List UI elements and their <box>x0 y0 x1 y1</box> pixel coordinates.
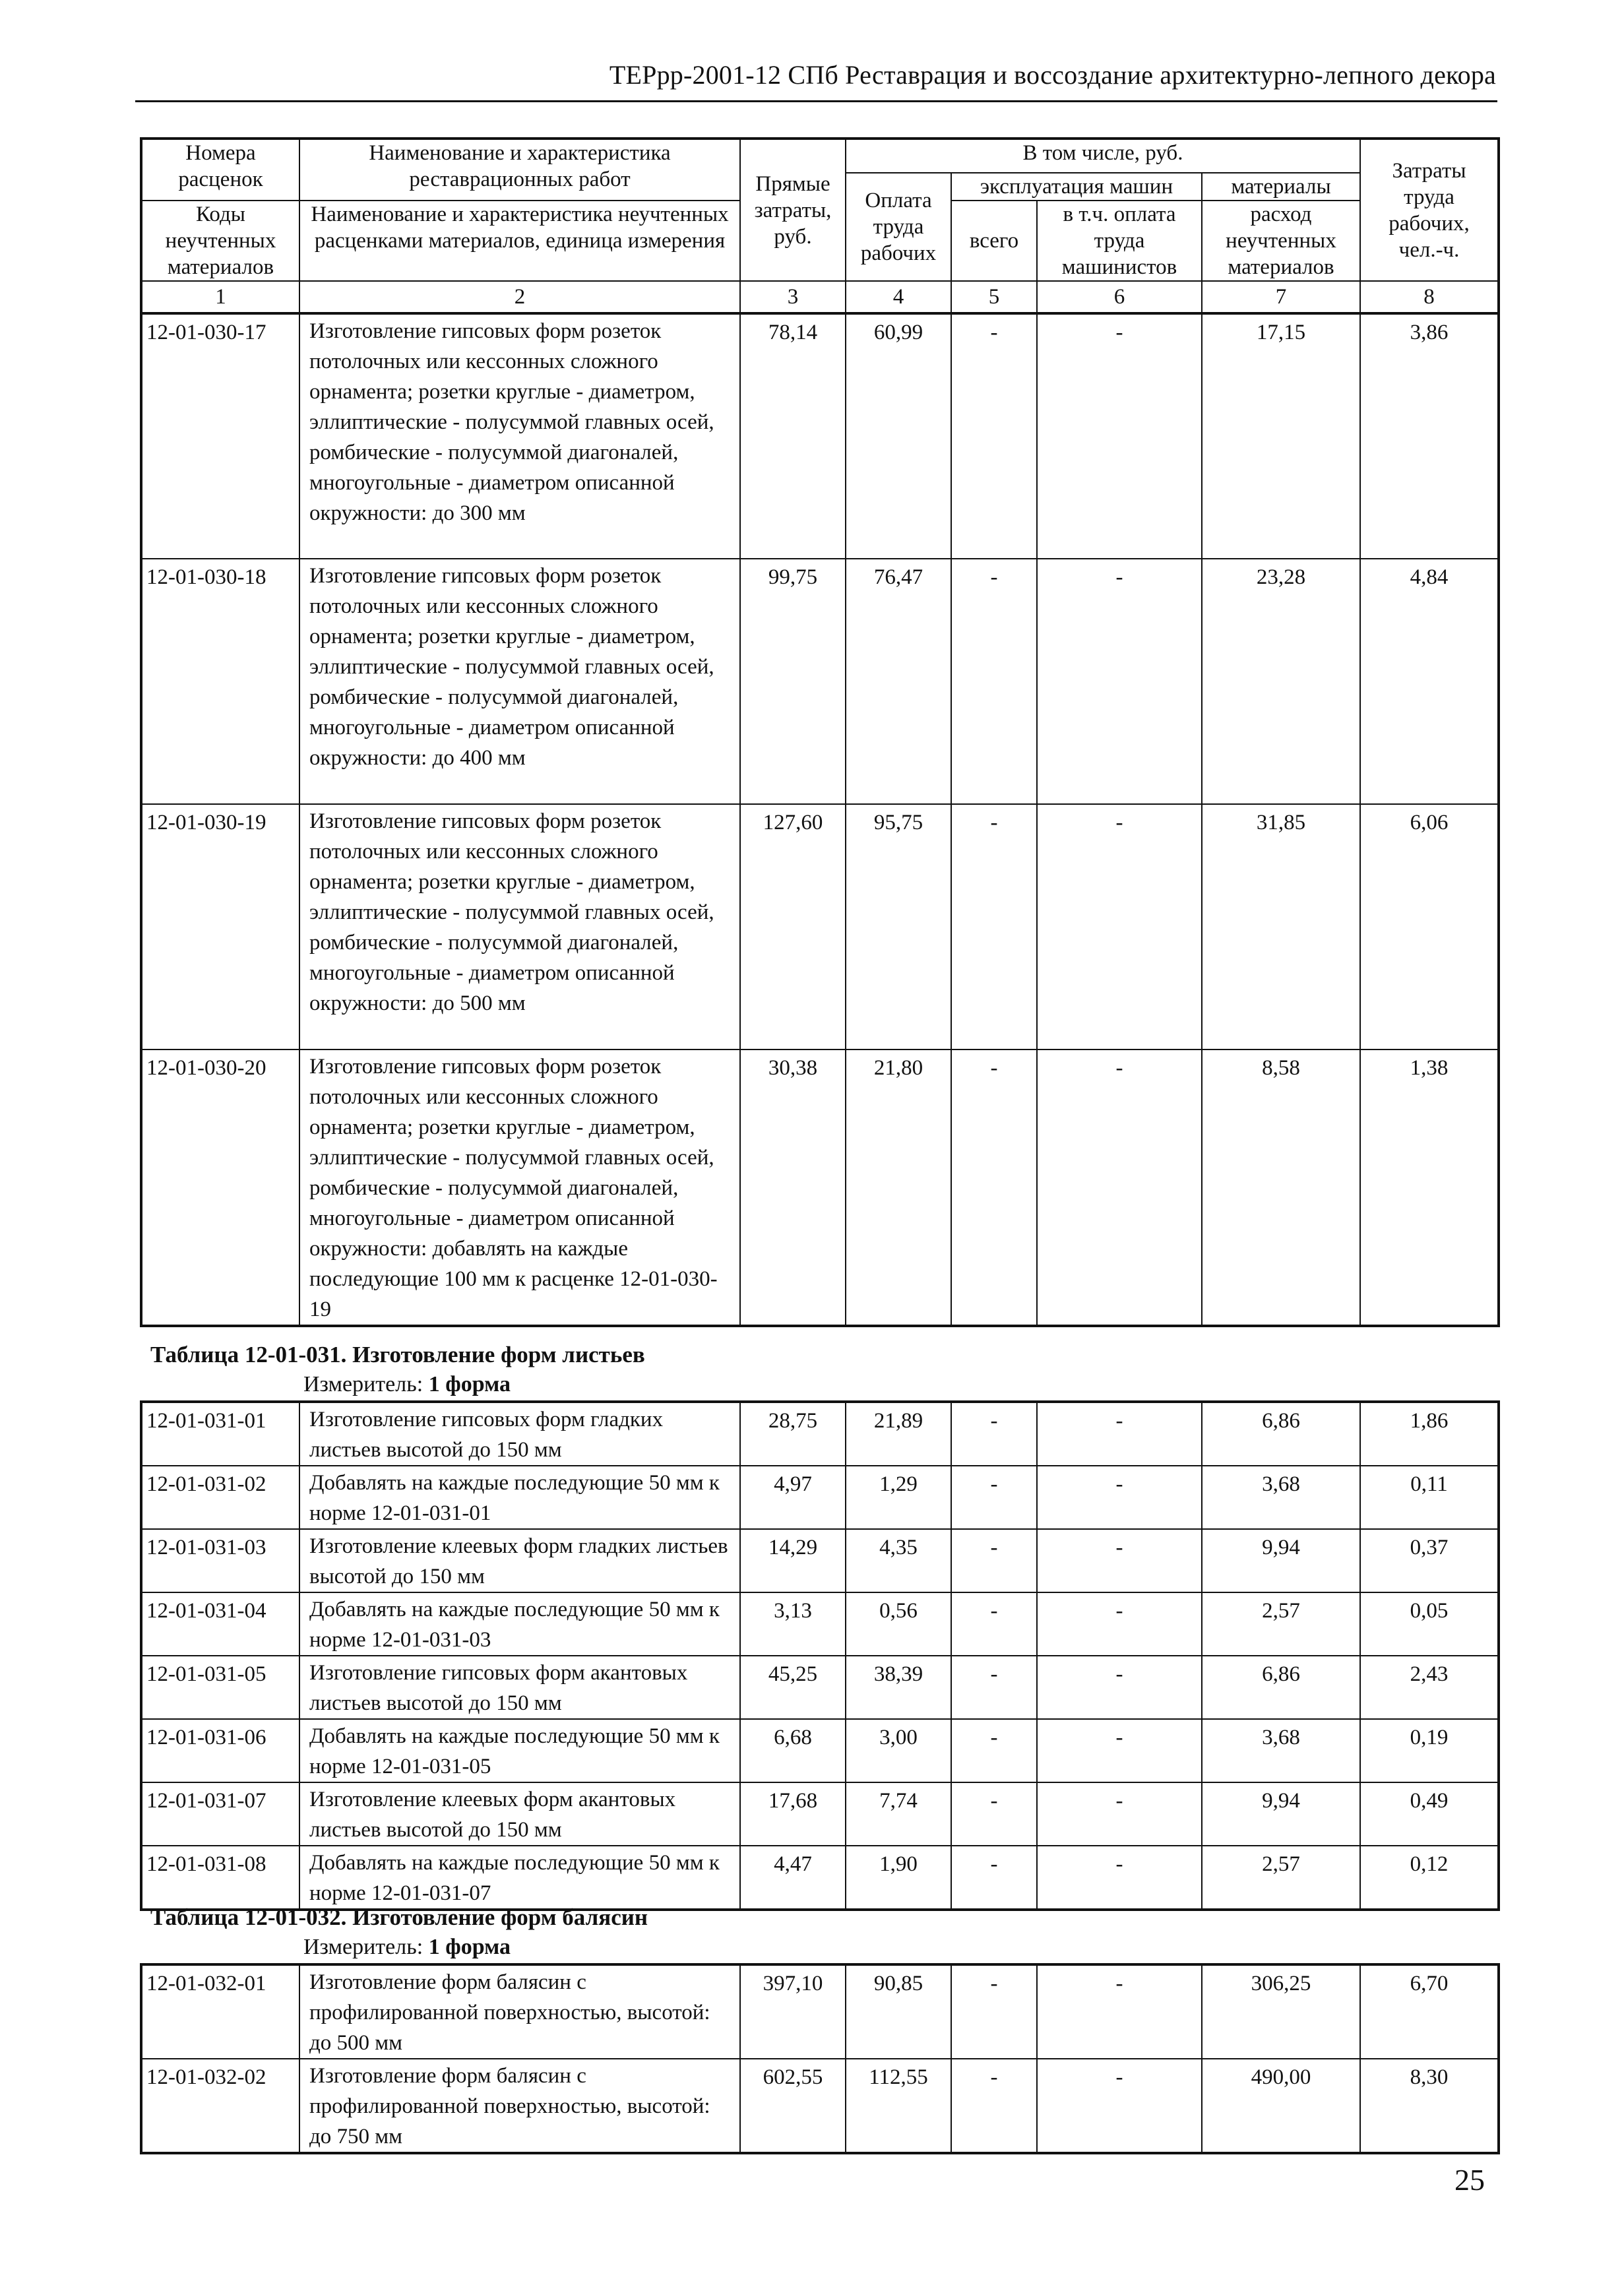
measure-value: 1 форма <box>428 1935 511 1959</box>
machines-labor: - <box>1037 1592 1202 1656</box>
labor-hours: 4,84 <box>1360 559 1499 804</box>
col-num: 4 <box>846 281 951 313</box>
col-labor-hours: Затраты труда рабочих, чел.-ч. <box>1360 139 1499 281</box>
materials: 2,57 <box>1202 1846 1360 1910</box>
direct-costs: 4,47 <box>740 1846 846 1910</box>
table-row <box>141 559 1499 804</box>
col-num: 7 <box>1202 281 1360 313</box>
materials: 9,94 <box>1202 1782 1360 1846</box>
col-name-bottom: Наименование и характеристика неучтенных расценками материалов, единица измерения <box>299 201 740 281</box>
col-num: 5 <box>951 281 1037 313</box>
rate-code: 12-01-031-03 <box>141 1529 299 1592</box>
direct-costs: 99,75 <box>740 559 846 804</box>
direct-costs: 397,10 <box>740 1964 846 2059</box>
machines-labor: - <box>1037 1402 1202 1466</box>
col-materials-sub: расход неучтенных материалов <box>1202 201 1360 281</box>
machines-total: - <box>951 2059 1037 2153</box>
col-materials: материалы <box>1202 173 1360 201</box>
machines-total: - <box>951 1782 1037 1846</box>
rates-table-031 <box>140 1400 1500 1911</box>
labor-hours: 8,30 <box>1360 2059 1499 2153</box>
labor-hours: 0,49 <box>1360 1782 1499 1846</box>
col-num: 8 <box>1360 281 1499 313</box>
table-row <box>141 1466 1499 1529</box>
direct-costs: 127,60 <box>740 804 846 1050</box>
machines-labor: - <box>1037 1846 1202 1910</box>
direct-costs: 78,14 <box>740 313 846 559</box>
direct-costs: 3,13 <box>740 1592 846 1656</box>
table-row <box>141 1529 1499 1592</box>
materials: 17,15 <box>1202 313 1360 559</box>
col-machines: эксплуатация машин <box>951 173 1202 201</box>
rate-description: Изготовление гипсовых форм розеток потолочных или кессонных сложного орнамента; розетки круглые - диаметром, эллиптические - полусуммой главных осей, ромбические - полусуммой диагоналей, многоугольные - диаметром описанной окружности: добавлять на каждые последующие 100 мм к расценке 12-01-030-19 <box>299 1050 740 1326</box>
page-number: 25 <box>1454 2163 1485 2197</box>
table-row <box>141 1846 1499 1910</box>
rate-description: Изготовление гипсовых форм розеток потолочных или кессонных сложного орнамента; розетки круглые - диаметром, эллиптические - полусуммой главных осей, ромбические - полусуммой диагоналей, многоугольные - диаметром описанной окружности: до 400 мм <box>299 559 740 804</box>
machines-labor: - <box>1037 1656 1202 1719</box>
col-name-top: Наименование и характеристика реставрационных работ <box>299 139 740 201</box>
machines-labor: - <box>1037 1466 1202 1529</box>
machines-labor: - <box>1037 1050 1202 1326</box>
materials: 490,00 <box>1202 2059 1360 2153</box>
machines-labor: - <box>1037 559 1202 804</box>
direct-costs: 6,68 <box>740 1719 846 1782</box>
direct-costs: 28,75 <box>740 1402 846 1466</box>
table-row <box>141 2059 1499 2153</box>
col-incl-header: В том числе, руб. <box>846 139 1360 173</box>
rate-description: Изготовление форм балясин с профилированной поверхностью, высотой: до 500 мм <box>299 1964 740 2059</box>
machines-total: - <box>951 1466 1037 1529</box>
machines-total: - <box>951 1402 1037 1466</box>
col-num: 3 <box>740 281 846 313</box>
table-row <box>141 1050 1499 1326</box>
machines-total: - <box>951 1050 1037 1326</box>
rate-description: Добавлять на каждые последующие 50 мм к норме 12-01-031-07 <box>299 1846 740 1910</box>
labor-hours: 1,38 <box>1360 1050 1499 1326</box>
labor-hours: 0,05 <box>1360 1592 1499 1656</box>
table-031-measure <box>303 1372 511 1397</box>
col-direct-costs: Прямые затраты, руб. <box>740 139 846 281</box>
rate-code: 12-01-030-19 <box>141 804 299 1050</box>
labor-pay: 21,89 <box>846 1402 951 1466</box>
col-num: 6 <box>1037 281 1202 313</box>
rate-description: Изготовление гипсовых форм розеток потолочных или кессонных сложного орнамента; розетки круглые - диаметром, эллиптические - полусуммой главных осей, ромбические - полусуммой диагоналей, многоугольные - диаметром описанной окружности: до 300 мм <box>299 313 740 559</box>
labor-pay: 95,75 <box>846 804 951 1050</box>
labor-pay: 38,39 <box>846 1656 951 1719</box>
materials: 23,28 <box>1202 559 1360 804</box>
labor-pay: 1,90 <box>846 1846 951 1910</box>
labor-pay: 76,47 <box>846 559 951 804</box>
table-031-caption: Таблица 12-01-031. Изготовление форм листьев <box>150 1342 645 1367</box>
labor-hours: 1,86 <box>1360 1402 1499 1466</box>
machines-total: - <box>951 1964 1037 2059</box>
measure-label: Измеритель: <box>303 1935 423 1959</box>
rates-table-032 <box>140 1963 1500 2154</box>
machines-total: - <box>951 1592 1037 1656</box>
running-header: ТЕРрр-2001-12 СПб Реставрация и воссоздание архитектурно-лепного декора <box>609 60 1496 90</box>
measure-label: Измеритель: <box>303 1372 423 1396</box>
materials: 6,86 <box>1202 1402 1360 1466</box>
table-row <box>141 313 1499 559</box>
col-code-top: Номера расценок <box>141 139 299 201</box>
table-row <box>141 1402 1499 1466</box>
materials: 6,86 <box>1202 1656 1360 1719</box>
rate-description: Изготовление клеевых форм гладких листьев высотой до 150 мм <box>299 1529 740 1592</box>
rate-description: Изготовление гипсовых форм розеток потолочных или кессонных сложного орнамента; розетки круглые - диаметром, эллиптические - полусуммой главных осей, ромбические - полусуммой диагоналей, многоугольные - диаметром описанной окружности: до 500 мм <box>299 804 740 1050</box>
direct-costs: 14,29 <box>740 1529 846 1592</box>
table-032-caption: Таблица 12-01-032. Изготовление форм балясин <box>150 1904 648 1930</box>
table-row <box>141 804 1499 1050</box>
materials: 8,58 <box>1202 1050 1360 1326</box>
materials: 9,94 <box>1202 1529 1360 1592</box>
rate-code: 12-01-031-08 <box>141 1846 299 1910</box>
table-row <box>141 1719 1499 1782</box>
labor-pay: 21,80 <box>846 1050 951 1326</box>
rate-description: Добавлять на каждые последующие 50 мм к норме 12-01-031-03 <box>299 1592 740 1656</box>
rates-table-030 <box>140 137 1500 1327</box>
machines-labor: - <box>1037 1964 1202 2059</box>
labor-pay: 112,55 <box>846 2059 951 2153</box>
rate-code: 12-01-031-02 <box>141 1466 299 1529</box>
machines-labor: - <box>1037 1719 1202 1782</box>
rate-code: 12-01-031-07 <box>141 1782 299 1846</box>
labor-pay: 3,00 <box>846 1719 951 1782</box>
table-row <box>141 1782 1499 1846</box>
col-num: 1 <box>141 281 299 313</box>
materials: 31,85 <box>1202 804 1360 1050</box>
machines-total: - <box>951 559 1037 804</box>
materials: 3,68 <box>1202 1719 1360 1782</box>
direct-costs: 45,25 <box>740 1656 846 1719</box>
labor-hours: 0,19 <box>1360 1719 1499 1782</box>
labor-pay: 0,56 <box>846 1592 951 1656</box>
table-row <box>141 1964 1499 2059</box>
col-code-bottom: Коды неучтенных материалов <box>141 201 299 281</box>
table-032-measure <box>303 1935 511 1960</box>
rate-description: Изготовление гипсовых форм акантовых листьев высотой до 150 мм <box>299 1656 740 1719</box>
rate-code: 12-01-030-18 <box>141 559 299 804</box>
machines-labor: - <box>1037 804 1202 1050</box>
materials: 306,25 <box>1202 1964 1360 2059</box>
col-labor-pay: Оплата труда рабочих <box>846 173 951 281</box>
rate-code: 12-01-030-17 <box>141 313 299 559</box>
labor-hours: 0,11 <box>1360 1466 1499 1529</box>
rate-code: 12-01-030-20 <box>141 1050 299 1326</box>
rate-code: 12-01-031-05 <box>141 1656 299 1719</box>
machines-labor: - <box>1037 1782 1202 1846</box>
labor-pay: 60,99 <box>846 313 951 559</box>
rate-description: Изготовление гипсовых форм гладких листьев высотой до 150 мм <box>299 1402 740 1466</box>
col-num: 2 <box>299 281 740 313</box>
table-row <box>141 1656 1499 1719</box>
machines-labor: - <box>1037 2059 1202 2153</box>
header-rule <box>135 100 1497 102</box>
table-row <box>141 1592 1499 1656</box>
machines-labor: - <box>1037 313 1202 559</box>
materials: 3,68 <box>1202 1466 1360 1529</box>
direct-costs: 602,55 <box>740 2059 846 2153</box>
materials: 2,57 <box>1202 1592 1360 1656</box>
direct-costs: 30,38 <box>740 1050 846 1326</box>
machines-total: - <box>951 1656 1037 1719</box>
labor-hours: 6,06 <box>1360 804 1499 1050</box>
labor-hours: 2,43 <box>1360 1656 1499 1719</box>
machines-total: - <box>951 804 1037 1050</box>
labor-pay: 1,29 <box>846 1466 951 1529</box>
machines-total: - <box>951 313 1037 559</box>
labor-hours: 0,12 <box>1360 1846 1499 1910</box>
labor-hours: 3,86 <box>1360 313 1499 559</box>
rate-code: 12-01-031-06 <box>141 1719 299 1782</box>
labor-pay: 90,85 <box>846 1964 951 2059</box>
rate-code: 12-01-031-01 <box>141 1402 299 1466</box>
rate-description: Добавлять на каждые последующие 50 мм к норме 12-01-031-01 <box>299 1466 740 1529</box>
direct-costs: 4,97 <box>740 1466 846 1529</box>
rate-description: Изготовление клеевых форм акантовых листьев высотой до 150 мм <box>299 1782 740 1846</box>
col-machines-total: всего <box>951 201 1037 281</box>
labor-hours: 6,70 <box>1360 1964 1499 2059</box>
rate-code: 12-01-032-02 <box>141 2059 299 2153</box>
machines-total: - <box>951 1719 1037 1782</box>
labor-pay: 4,35 <box>846 1529 951 1592</box>
rate-description: Изготовление форм балясин с профилированной поверхностью, высотой: до 750 мм <box>299 2059 740 2153</box>
rate-code: 12-01-031-04 <box>141 1592 299 1656</box>
direct-costs: 17,68 <box>740 1782 846 1846</box>
machines-labor: - <box>1037 1529 1202 1592</box>
machines-total: - <box>951 1529 1037 1592</box>
rate-description: Добавлять на каждые последующие 50 мм к норме 12-01-031-05 <box>299 1719 740 1782</box>
rate-code: 12-01-032-01 <box>141 1964 299 2059</box>
measure-value: 1 форма <box>428 1372 511 1396</box>
machines-total: - <box>951 1846 1037 1910</box>
labor-hours: 0,37 <box>1360 1529 1499 1592</box>
col-machines-incl: в т.ч. оплата труда машинистов <box>1037 201 1202 281</box>
labor-pay: 7,74 <box>846 1782 951 1846</box>
